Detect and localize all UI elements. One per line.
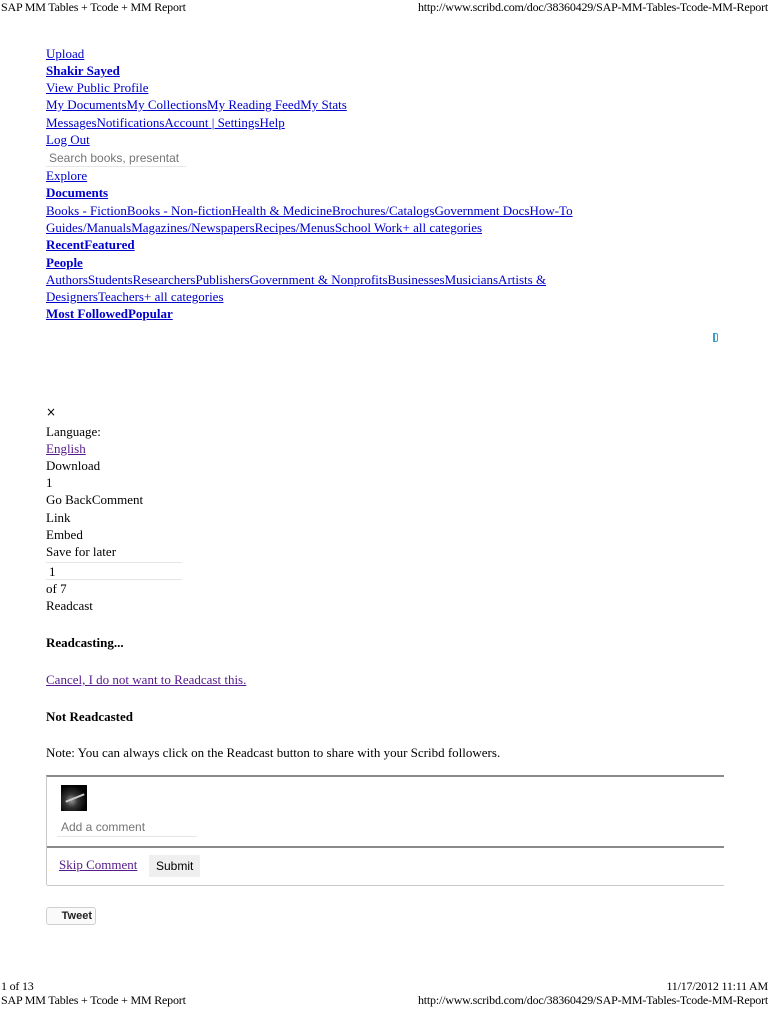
upload-link[interactable]: Upload bbox=[46, 46, 85, 61]
tweet-button[interactable]: Tweet bbox=[46, 907, 96, 925]
documents-categories-line-2[interactable]: Guides/ManualsMagazines/NewspapersRecipes/MenusSchool Work+ all categories bbox=[46, 220, 483, 235]
loading-spinner-icon bbox=[713, 333, 718, 342]
readcast-note: Note: You can always click on the Readcast button to share with your Scribd followers. bbox=[46, 745, 501, 760]
comment-panel-bottom-border bbox=[47, 885, 724, 886]
user-links-row-1[interactable]: My DocumentsMy CollectionsMy Reading FeedMy Stats bbox=[46, 97, 347, 112]
comment-panel bbox=[46, 775, 724, 885]
print-footer-datetime: 11/17/2012 11:11 AM bbox=[666, 979, 768, 993]
language-label: Language: bbox=[46, 424, 101, 439]
embed-button[interactable]: Embed bbox=[46, 527, 83, 542]
people-categories-line-2[interactable]: DesignersTeachers+ all categories bbox=[46, 289, 224, 304]
download-button[interactable]: Download bbox=[46, 458, 101, 473]
readcasting-status: Readcasting... bbox=[46, 635, 124, 650]
user-links-row-2[interactable]: MessagesNotificationsAccount | SettingsHelp bbox=[46, 115, 285, 130]
documents-heading-link[interactable]: Documents bbox=[46, 185, 109, 200]
people-heading-link[interactable]: People bbox=[46, 255, 83, 270]
people-categories-line-1[interactable]: AuthorsStudentsResearchersPublishersGovernment & NonprofitsBusinessesMusiciansArtists & bbox=[46, 272, 547, 287]
print-footer-page: 1 of 13 bbox=[1, 979, 34, 993]
cancel-readcast-link[interactable]: Cancel, I do not want to Readcast this. bbox=[46, 672, 247, 687]
skip-comment-link[interactable]: Skip Comment bbox=[59, 857, 138, 872]
view-public-profile-link[interactable]: View Public Profile bbox=[46, 80, 149, 95]
page-count: of 7 bbox=[46, 581, 67, 596]
readcast-button[interactable]: Readcast bbox=[46, 598, 93, 613]
not-readcasted-status: Not Readcasted bbox=[46, 709, 134, 724]
documents-categories-line-1[interactable]: Books - FictionBooks - Non-fictionHealth & MedicineBrochures/CatalogsGovernment DocsHow-To bbox=[46, 203, 573, 218]
logout-link[interactable]: Log Out bbox=[46, 132, 90, 147]
print-header-url: http://www.scribd.com/doc/38360429/SAP-MM-Tables-Tcode-MM-Report bbox=[417, 0, 768, 14]
explore-link[interactable]: Explore bbox=[46, 168, 88, 183]
print-footer-title: SAP MM Tables + Tcode + MM Report bbox=[1, 993, 186, 1007]
link-button[interactable]: Link bbox=[46, 510, 71, 525]
print-header-title: SAP MM Tables + Tcode + MM Report bbox=[1, 0, 186, 14]
most-followed-popular-link[interactable]: Most FollowedPopular bbox=[46, 306, 173, 321]
user-avatar bbox=[61, 785, 87, 811]
submit-comment-button[interactable]: Submit bbox=[149, 855, 200, 877]
user-name-link[interactable]: Shakir Sayed bbox=[46, 63, 120, 78]
recent-featured-link[interactable]: RecentFeatured bbox=[46, 237, 135, 252]
download-count: 1 bbox=[46, 475, 53, 490]
add-comment-input[interactable] bbox=[57, 817, 197, 837]
close-icon[interactable]: × bbox=[46, 405, 57, 419]
go-back-comment-button[interactable]: Go BackComment bbox=[46, 492, 144, 507]
print-footer-url: http://www.scribd.com/doc/38360429/SAP-MM-Tables-Tcode-MM-Report bbox=[417, 993, 768, 1007]
language-english-link[interactable]: English bbox=[46, 441, 86, 456]
page-number-input[interactable]: 1 bbox=[46, 562, 182, 580]
save-for-later-button[interactable]: Save for later bbox=[46, 544, 117, 559]
comment-divider bbox=[47, 846, 724, 848]
search-input[interactable] bbox=[46, 150, 186, 167]
